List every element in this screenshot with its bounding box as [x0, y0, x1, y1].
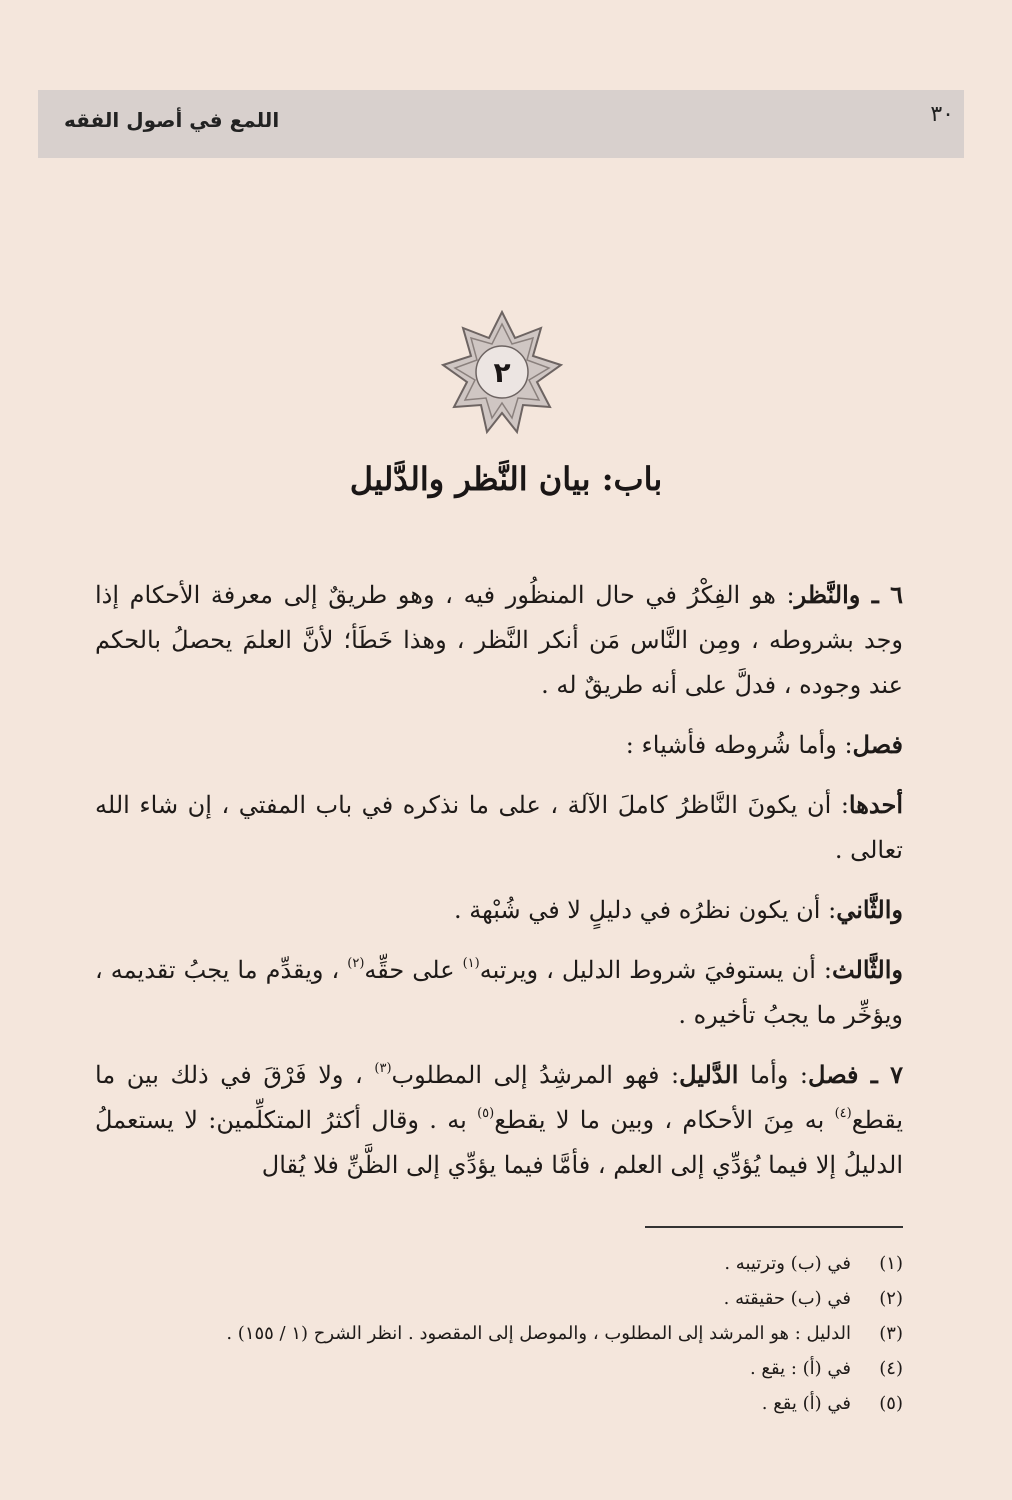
- paragraph-7: [95, 1052, 903, 1188]
- section-lead: أحدها: [848, 790, 903, 819]
- book-title: اللمع في أصول الفقه: [64, 108, 280, 132]
- paragraph-text: على حقِّه: [364, 956, 463, 984]
- footnote-text: في (أ) يقع .: [761, 1393, 851, 1414]
- paragraph-text: : أن يستوفيَ شروط الدليل ، ويرتبه: [479, 956, 832, 984]
- footnotes: [95, 1246, 903, 1421]
- paragraph-text: ، ولا فَرْقَ في ذلك بين ما يقطع: [95, 1061, 904, 1134]
- paragraph-6: [95, 572, 903, 708]
- footnote-marker: (١): [462, 956, 480, 971]
- footnote-text: في (أ) : يقع .: [749, 1358, 851, 1379]
- footnote-marker: (٣): [374, 1061, 392, 1076]
- paragraph-text: : هو الفِكْرُ في حال المنظُور فيه ، وهو طريقٌ إلى معرفة الأحكام إذا وجد بشروطه ، ومِن النَّاس مَن أنكر النَّظر ، وهذا خَطَأ؛ لأنَّ العلمَ يحصلُ بالحكم عند وجوده ، فدلَّ على أنه طريقٌ له .: [95, 581, 903, 699]
- section-lead: الدَّليل: [679, 1060, 739, 1089]
- footnote: [95, 1386, 903, 1421]
- ornament-numeral: ٢: [493, 356, 511, 389]
- footnote-marker: (٥): [477, 1106, 495, 1121]
- footnote: [95, 1316, 903, 1351]
- section-lead: والثَّاني: [836, 895, 903, 924]
- paragraph-text: ، ويقدِّم ما يجبُ تقديمه ، ويؤخِّر ما يجبُ تأخيره .: [95, 956, 903, 1029]
- footnote-number: (١): [879, 1253, 903, 1274]
- footnote-number: (٣): [879, 1323, 903, 1344]
- paragraph-second-condition: [95, 887, 903, 933]
- section-lead: والثَّالث: [831, 955, 903, 984]
- page-number: ٣٠: [930, 102, 954, 127]
- chapter-title: باب: بيان النَّظر والدَّليل: [349, 460, 663, 498]
- main-text: [95, 572, 903, 1188]
- paragraph-fasl-conditions: [95, 722, 903, 768]
- section-lead: ٧ ـ فصل: [808, 1060, 903, 1089]
- footnote-number: (٥): [879, 1393, 903, 1414]
- footnote: [95, 1246, 903, 1281]
- footnote-text: في (ب) حقيقته .: [723, 1288, 851, 1309]
- footnote-separator: [645, 1226, 903, 1228]
- paragraph-text: : أن يكونَ النَّاظرُ كاملَ الآلة ، على ما نذكره في باب المفتي ، إن شاء الله تعالى .: [95, 791, 903, 864]
- paragraph-text: : وأما شُروطه فأشياء :: [625, 731, 853, 759]
- paragraph-text: به . وقال أكثرُ المتكلِّمين: لا يستعملُ الدليلُ إلا فيما يُؤدِّي إلى العلم ، فأمَّا فيما يؤدِّي إلى الظَّنِّ فلا يُقال: [95, 1106, 903, 1179]
- footnote-number: (٤): [879, 1358, 903, 1379]
- paragraph-text: : أن يكون نظرُه في دليلٍ لا في شُبْهة .: [454, 896, 837, 924]
- paragraph-third-condition: [95, 947, 903, 1038]
- paragraph-text: : وأما: [738, 1061, 809, 1089]
- footnote: [95, 1351, 903, 1386]
- star-ornament: [433, 310, 571, 442]
- footnote-text: الدليل : هو المرشد إلى المطلوب ، والموصل إلى المقصود . انظر الشرح (١ / ١٥٥) .: [226, 1323, 851, 1344]
- section-lead: فصل: [852, 730, 903, 759]
- paragraph-text: : فهو المرشِدُ إلى المطلوب: [391, 1061, 680, 1089]
- footnote-marker: (٤): [834, 1106, 852, 1121]
- paragraph-first-condition: [95, 782, 903, 873]
- paragraph-text: به مِنَ الأحكام ، وبين ما لا يقطع: [494, 1106, 835, 1134]
- section-lead: ٦ ـ والنَّظر: [794, 580, 904, 609]
- footnote-text: في (ب) وترتيبه .: [724, 1253, 851, 1274]
- footnote: [95, 1281, 903, 1316]
- footnote-number: (٢): [879, 1288, 903, 1309]
- footnote-marker: (٢): [347, 956, 365, 971]
